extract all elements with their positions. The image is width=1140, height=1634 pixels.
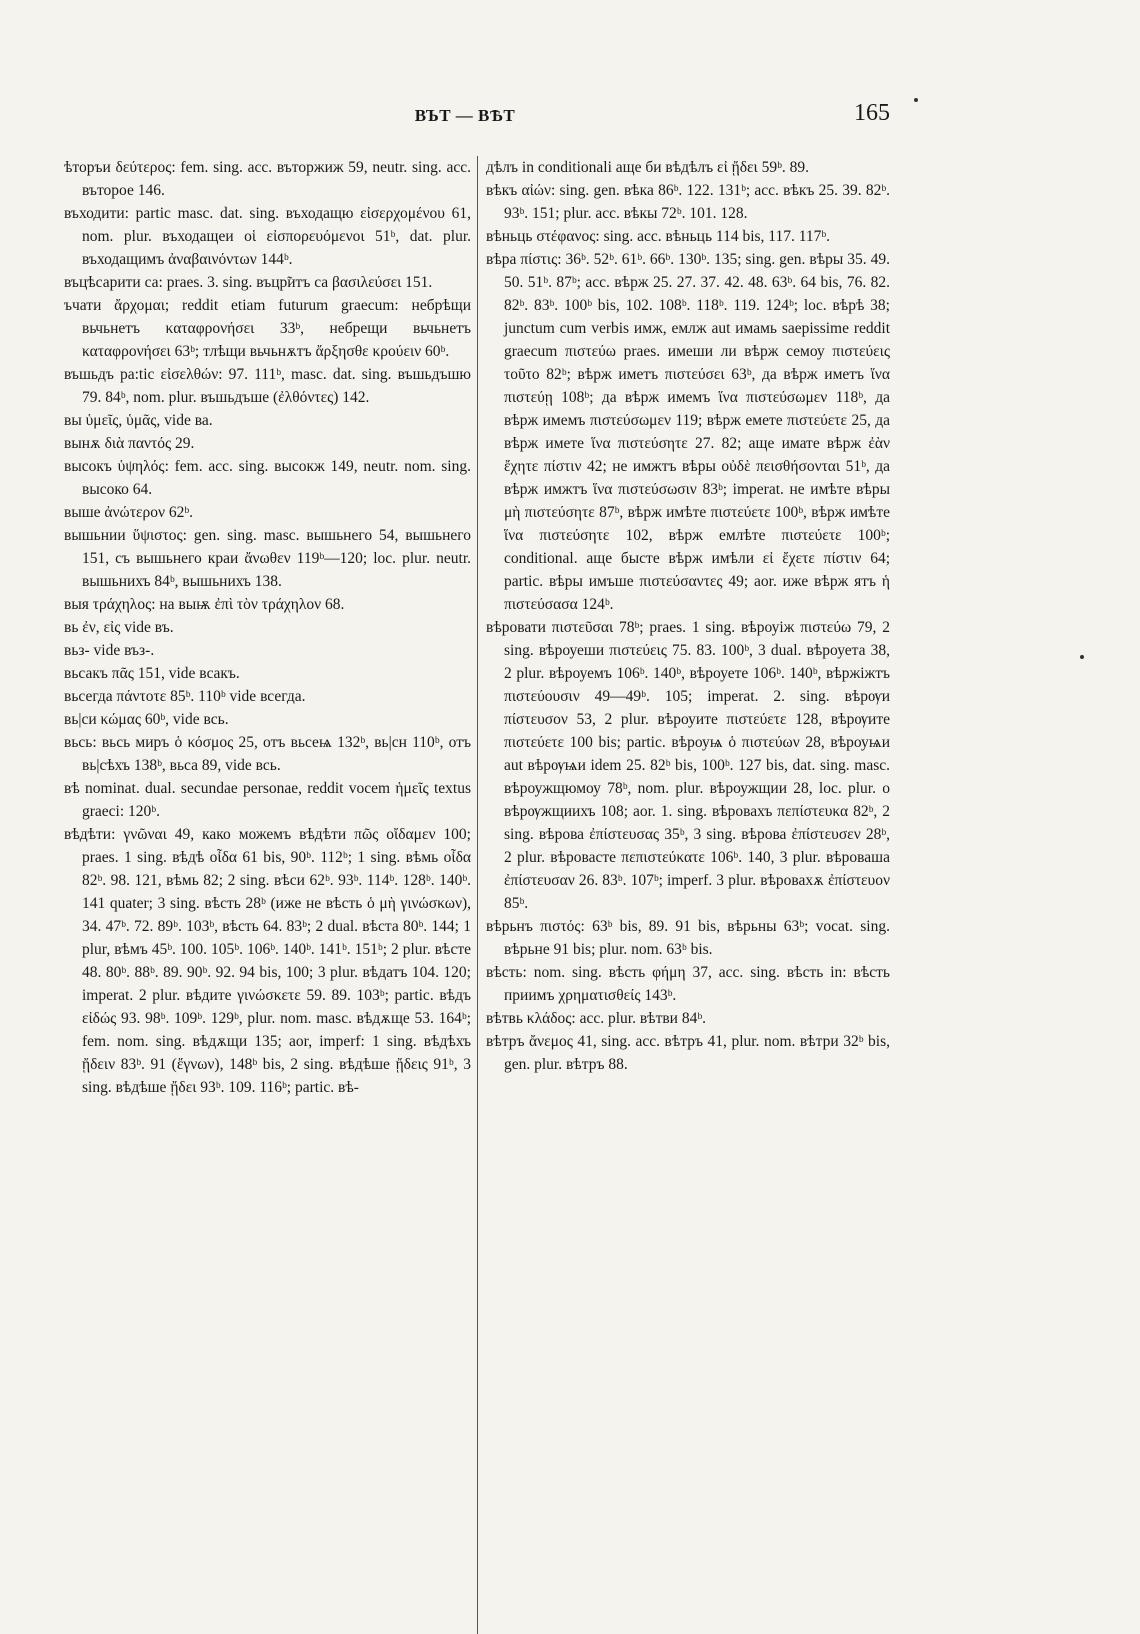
dictionary-entry: вѣдѣти: γνῶναι 49, како можемъ вѣдѣти πῶς οἴδαμεν 100; praes. 1 sing. вѣдѣ οἶδα 61 bis, 90ᵇ. 112ᵇ; 1 sing. вѣмь οἶδα 82ᵇ. 98. 121, вѣмь 82; 2 sing. вѣси 62ᵇ. 93ᵇ. 114ᵇ. 128ᵇ. 140ᵇ. 141 quater; 3 sing. вѣсть 28ᵇ (иже не вѣсть ὁ μὴ γινώσκων), 34. 47ᵇ. 72. 89ᵇ. 103ᵇ, вѣсть 64. 83ᵇ; 2 dual. вѣста 80ᵇ. 144; 1 plur, вѣмъ 45ᵇ. 100. 105ᵇ. 106ᵇ. 140ᵇ. 141ᵇ. 151ᵇ; 2 plur. вѣсте 48. 80ᵇ. 88ᵇ. 89. 90ᵇ. 92. 94 bis, 100; 3 plur. вѣдатъ 104. 120; imperat. 2 plur. вѣдите γινώσκετε 59. 89. 103ᵇ; partic. вѣдъ εἰδώς 93. 98ᵇ. 109ᵇ. 129ᵇ, plur. nom. masc. вѣдѫще 53. 164ᵇ; fem. nom. sing. вѣдѫщи 135; aor, imperf: 1 sing. вѣдѣхъ ᾔδειν 83ᵇ. 91 (ἔγνων), 148ᵇ bis, 2 sing. вѣдѣше ᾔδεις 91ᵇ, 3 sing. вѣдѣше ᾔδει 93ᵇ. 109. 116ᵇ; partic. вѣ- xyxy=(64,826,471,1096)
dictionary-entry: въцѣсарити са: praes. 3. sing. въцр̃итъ са βασιλεύσει 151. xyxy=(64,274,433,291)
dictionary-entry: вѣкъ αἰών: sing. gen. вѣка 86ᵇ. 122. 131ᵇ; acc. вѣкъ 25. 39. 82ᵇ. 93ᵇ. 151; plur. acc. вѣкы 72ᵇ. 101. 128. xyxy=(486,182,890,222)
dictionary-entry: вь|си κώμας 60ᵇ, vide вcь. xyxy=(64,711,229,728)
running-head: ВЪТ — ВѢТ xyxy=(414,106,516,125)
dictionary-entry: ъчати ἄρχομαι; reddit etiam futurum graecum: небрѣщи вьчьнетъ καταφρονήσει 33ᵇ, небрещи вьчьнетъ καταφρονήσει 63ᵇ; тлѣщи вьчьнѫтъ ἄρξησθε κρούειν 60ᵇ. xyxy=(64,297,471,360)
dictionary-entry: вѣра πίστις: 36ᵇ. 52ᵇ. 61ᵇ. 66ᵇ. 130ᵇ. 135; sing. gen. вѣры 35. 49. 50. 51ᵇ. 87ᵇ; acc. вѣрж 25. 27. 37. 42. 48. 63ᵇ. 64 bis, 76. 82. 82ᵇ. 83ᵇ. 100ᵇ bis, 102. 108ᵇ. 118ᵇ. 119. 124ᵇ; loc. вѣрѣ 38; junctum cum verbis имж, емлж aut имамь saepissime reddit graecum πιστεύω praes. имеши ли вѣрж семоу πιστεύεις τοῦτο 82ᵇ; вѣрж иметъ πιστεύσει 63ᵇ, да вѣрж иметъ ἵνα πιστεύῃ 108ᵇ; да вѣрж имемъ ἵνα πιστεύσωμεν 118ᵇ, да вѣрж имемъ πιστεύσωμεν 119; вѣрж емете πιστεύετε 25, да вѣрж имете ἵνα πιστεύσητε 27. 82; аще имате вѣрж ἐὰν ἔχητε πίστιν 42; не имжтъ вѣры οὐδὲ πεισθήσονται 51ᵇ, да вѣрж имжтъ ἵνα πιστεύσωσιν 83ᵇ; imperat. не имѣте вѣры μὴ πιστεύσητε 87ᵇ, вѣрж имѣте πιστεύετε 100ᵇ, вѣрж имѣте ἵνα πιστεύσητε 102, вѣрж емлѣте πιστεύετε 100ᵇ; conditional. аще бысте вѣрж имѣли εἰ ἔχετε πίστιν 64; partic. вѣры имъше πιστεύσαντες 49; aor. иже вѣрж ятъ ἡ πιστεύσασα 124ᵇ. xyxy=(486,251,890,613)
dictionary-entry: вьсегда πάντοτε 85ᵇ. 110ᵇ vide всегда. xyxy=(64,688,306,705)
dictionary-entry: вѣтвь κλάδος: acc. plur. вѣтви 84ᵇ. xyxy=(486,1010,707,1027)
left-column xyxy=(64,156,471,1099)
right-column xyxy=(486,156,890,1076)
dictionary-entry: въходити: partic masc. dat. sing. въходащю εἰσερχομένου 61, nom. plur. въходащеи οἱ εἰσπορευόμενοι 51ᵇ, dat. plur. въходащимъ ἀναβαινόντων 144ᵇ. xyxy=(64,205,471,268)
page-header xyxy=(40,100,890,140)
page-speck xyxy=(914,98,918,102)
dictionary-entry: вьсакъ πᾶς 151, vide вcакъ. xyxy=(64,665,240,682)
dictionary-entry: вѣрьнъ πιστός: 63ᵇ bis, 89. 91 bis, вѣрьны 63ᵇ; vocat. sing. вѣрьне 91 bis; plur. nom. 63ᵇ bis. xyxy=(486,918,890,958)
dictionary-entry: высокъ ὑψηλός: fem. acc. sing. высокж 149, neutr. nom. sing. высоко 64. xyxy=(64,458,471,498)
dictionary-entry: вь ἐν, εἰς vide въ. xyxy=(64,619,174,636)
dictionary-entry: вьз- vide въз-. xyxy=(64,642,155,659)
dictionary-entry: выше ἀνώτερον 62ᵇ. xyxy=(64,504,194,521)
dictionary-entry: вѣ nominat. dual. secundae personae, reddit vocem ἡμεῖς textus graeci: 120ᵇ. xyxy=(64,780,471,820)
dictionary-entry: вѣтръ ἄνεμος 41, sing. acc. вѣтръ 41, plur. nom. вѣтри 32ᵇ bis, gen. plur. вѣтръ 88. xyxy=(486,1033,890,1073)
dictionary-entry: вѣсть: nom. sing. вѣсть φήμη 37, acc. sing. вѣсть in: вѣсть приимъ χρηματισθείς 143ᵇ. xyxy=(486,964,890,1004)
page-speck xyxy=(1080,655,1084,659)
column-divider xyxy=(477,156,478,1634)
dictionary-entry: ѣторъи δεύτερος: fem. sing. acc. въторжиж 59, neutr. sing. acc. въторое 146. xyxy=(64,159,471,199)
dictionary-entry: вѣровати πιστεῦσαι 78ᵇ; praes. 1 sing. вѣроуіж πιστεύω 79, 2 sing. вѣроуеши πιστεύεις 75. 83. 100ᵇ, 3 dual. вѣроуета 38, 2 plur. вѣроуемъ 106ᵇ. 140ᵇ, вѣроуете 106ᵇ. 140ᵇ, вѣржіжтъ πιστεύουσιν 49—49ᵇ. 105; imperat. 2. sing. вѣрѹи πίστευσον 53, 2 plur. вѣроуите πιστεύετε 128, вѣрѹите πιστεύετε 100 bis; partic. вѣроуѩ ὁ πιστεύων 28, вѣроуѩи aut вѣрѹѩи idem 25. 82ᵇ bis, 100ᵇ. 127 bis, dat. sing. masc. вѣроужщюмоу 78ᵇ, nom. plur. вѣроужщии 28, loc. plur. о вѣрѹжщиихъ 108; aor. 1. sing. вѣровахъ πεπίστευκα 82ᵇ, 2 sing. вѣрова ἐπίστευσας 35ᵇ, 3 sing. вѣрова ἐπίστευσεν 28ᵇ, 2 plur. вѣровасте πεπιστεύκατε 106ᵇ. 140, 3 plur. вѣровашa ἐπίστευσαν 26. 83ᵇ. 107ᵇ; imperf. 3 plur. вѣровахѫ ἐπίστευον 85ᵇ. xyxy=(486,619,890,912)
page-number: 165 xyxy=(854,100,890,126)
dictionary-entry: вышьнии ὕψιστος: gen. sing. masc. вышьнего 54, вышьнего 151, съ вышьнего краи ἄνωθεν 119ᵇ—120; loc. plur. neutr. вышьнихъ 84ᵇ, вышьнихъ 138. xyxy=(64,527,471,590)
dictionary-entry: выя τράχηλος: на выѭ ἐπὶ τὸν τράχηλον 68. xyxy=(64,596,345,613)
dictionary-entry: вынѫ διὰ παντός 29. xyxy=(64,435,195,452)
dictionary-entry: дѣлъ in conditionali аще би вѣдѣлъ εἰ ᾔδει 59ᵇ. 89. xyxy=(486,159,810,176)
dictionary-entry: вьсь: вьсь миръ ὁ κόσμος 25, отъ вьсеѩ 132ᵇ, вь|сн 110ᵇ, отъ вь|сѣхъ 138ᵇ, вьса 89, vide всь. xyxy=(64,734,471,774)
dictionary-entry: вы ὑμεῖς, ὑμᾶς, vide ва. xyxy=(64,412,213,429)
dictionary-entry: вѣньць στέφανος: sing. acc. вѣньць 114 bis, 117. 117ᵇ. xyxy=(486,228,831,245)
dictionary-entry: въшьдъ pa:tic εἰσελθών: 97. 111ᵇ, masc. dat. sing. въшьдъшю 79. 84ᵇ, nom. plur. въшьдъше (ἐλθόντες) 142. xyxy=(64,366,471,406)
